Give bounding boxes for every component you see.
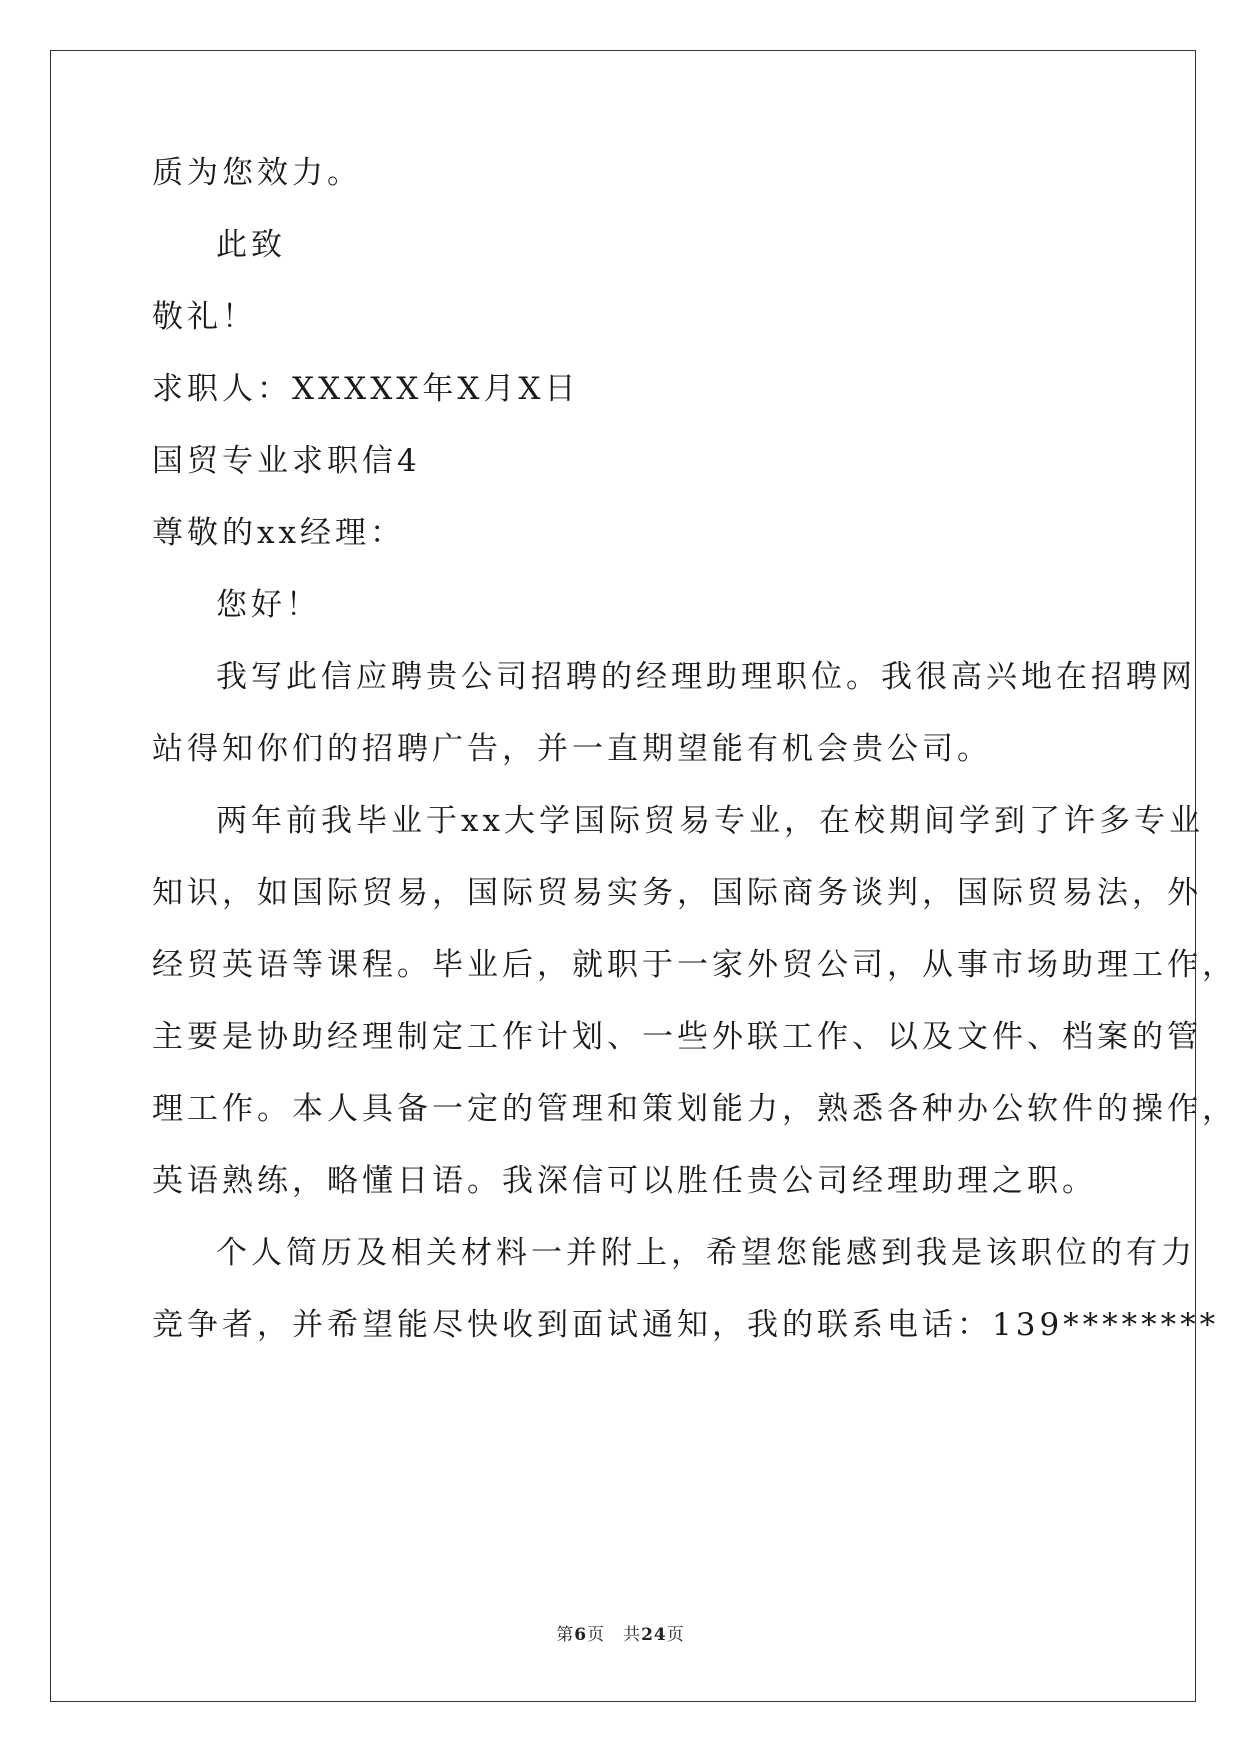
paragraph-2-line-2: 知识，如国际贸易，国际贸易实务，国际商务谈判，国际贸易法，外 (152, 875, 1202, 911)
page-number: 6 (574, 1625, 588, 1645)
salutation: 尊敬的xx经理： (152, 515, 405, 551)
page-prefix: 第 (556, 1625, 575, 1645)
text-line-1: 质为您效力。 (152, 155, 362, 191)
closing-respects: 敬礼！ (152, 299, 257, 335)
paragraph-2-line-1: 两年前我毕业于xx大学国际贸易专业，在校期间学到了许多专业 (216, 803, 1204, 839)
total-pages: 24 (641, 1625, 667, 1645)
page-footer (0, 1620, 1241, 1645)
total-prefix: 共 (623, 1625, 642, 1645)
paragraph-2-line-6: 英语熟练，略懂日语。我深信可以胜任贵公司经理助理之职。 (152, 1163, 1097, 1199)
greeting: 您好！ (216, 587, 321, 623)
paragraph-2-line-4: 主要是协助经理制定工作计划、一些外联工作、以及文件、档案的管 (152, 1019, 1202, 1055)
paragraph-3-line-1: 个人简历及相关材料一并附上，希望您能感到我是该职位的有力 (216, 1235, 1196, 1271)
page-suffix: 页 (587, 1625, 606, 1645)
paragraph-2-line-3: 经贸英语等课程。毕业后，就职于一家外贸公司，从事市场助理工作， (152, 947, 1237, 983)
paragraph-1-line-1: 我写此信应聘贵公司招聘的经理助理职位。我很高兴地在招聘网 (216, 659, 1196, 695)
paragraph-1-line-2: 站得知你们的招聘广告，并一直期望能有机会贵公司。 (152, 731, 992, 767)
signature-date: 求职人：XXXXX年X月X日 (152, 371, 580, 407)
closing-salutation: 此致 (216, 227, 286, 263)
total-suffix: 页 (666, 1625, 685, 1645)
paragraph-3-line-2: 竞争者，并希望能尽快收到面试通知，我的联系电话：139******** (152, 1307, 1220, 1343)
paragraph-2-line-5: 理工作。本人具备一定的管理和策划能力，熟悉各种办公软件的操作， (152, 1091, 1237, 1127)
section-title: 国贸专业求职信4 (152, 443, 421, 479)
